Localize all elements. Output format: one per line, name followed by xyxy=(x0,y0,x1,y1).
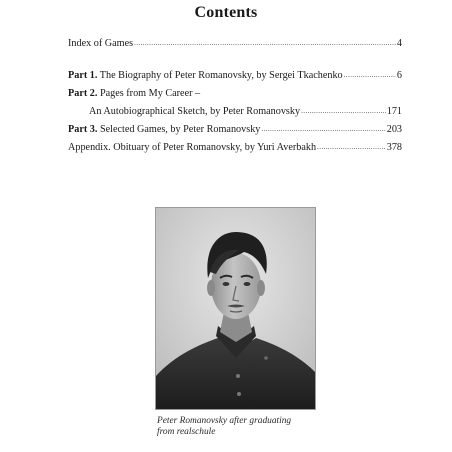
toc-part-label: Part 3. xyxy=(68,124,98,135)
toc-page-number: 171 xyxy=(386,106,402,117)
toc-entry-index-of-games[interactable] xyxy=(68,37,402,51)
toc-entry-label: Index of Games xyxy=(68,38,134,49)
toc-dot-leader xyxy=(301,104,386,118)
toc-page-number: 378 xyxy=(386,142,402,153)
toc-entry-label: An Autobiographical Sketch, by Peter Romanovsky xyxy=(89,106,301,117)
photo-caption-line: from realschule xyxy=(157,427,216,437)
toc-entry-appendix[interactable] xyxy=(68,141,402,155)
toc-part-label: Part 1. xyxy=(68,70,98,81)
toc-dot-leader xyxy=(261,122,385,136)
toc-dot-leader xyxy=(134,36,396,50)
portrait-photo xyxy=(155,207,316,410)
toc-dot-leader xyxy=(344,68,396,82)
photo-caption xyxy=(157,416,357,438)
toc-entry-part-1[interactable] xyxy=(68,69,402,83)
toc-entry-label: Appendix. Obituary of Peter Romanovsky, by Yuri Averbakh xyxy=(68,142,317,153)
toc-entry-part-2[interactable] xyxy=(68,87,402,101)
toc-entry-title: Selected Games, by Peter Romanovsky xyxy=(97,124,261,135)
toc-page-number: 6 xyxy=(396,70,402,81)
toc-dot-leader xyxy=(317,140,386,154)
toc-entry-title: Pages from My Career – xyxy=(97,88,201,99)
toc-part-label: Part 2. xyxy=(68,88,98,99)
toc-page-number: 203 xyxy=(386,124,402,135)
toc-entry-label xyxy=(68,123,260,137)
toc-entry-label xyxy=(68,69,343,83)
toc-entry-part-2-continued[interactable] xyxy=(68,105,402,119)
toc-entry-label xyxy=(68,87,200,101)
portrait-illustration xyxy=(156,208,316,410)
page-title: Contents xyxy=(194,4,258,21)
toc-entry-title: The Biography of Peter Romanovsky, by Sergei Tkachenko xyxy=(97,70,343,81)
toc-page-number: 4 xyxy=(396,38,402,49)
photo-caption-line: Peter Romanovsky after graduating xyxy=(157,416,292,426)
toc-entry-part-3[interactable] xyxy=(68,123,402,137)
